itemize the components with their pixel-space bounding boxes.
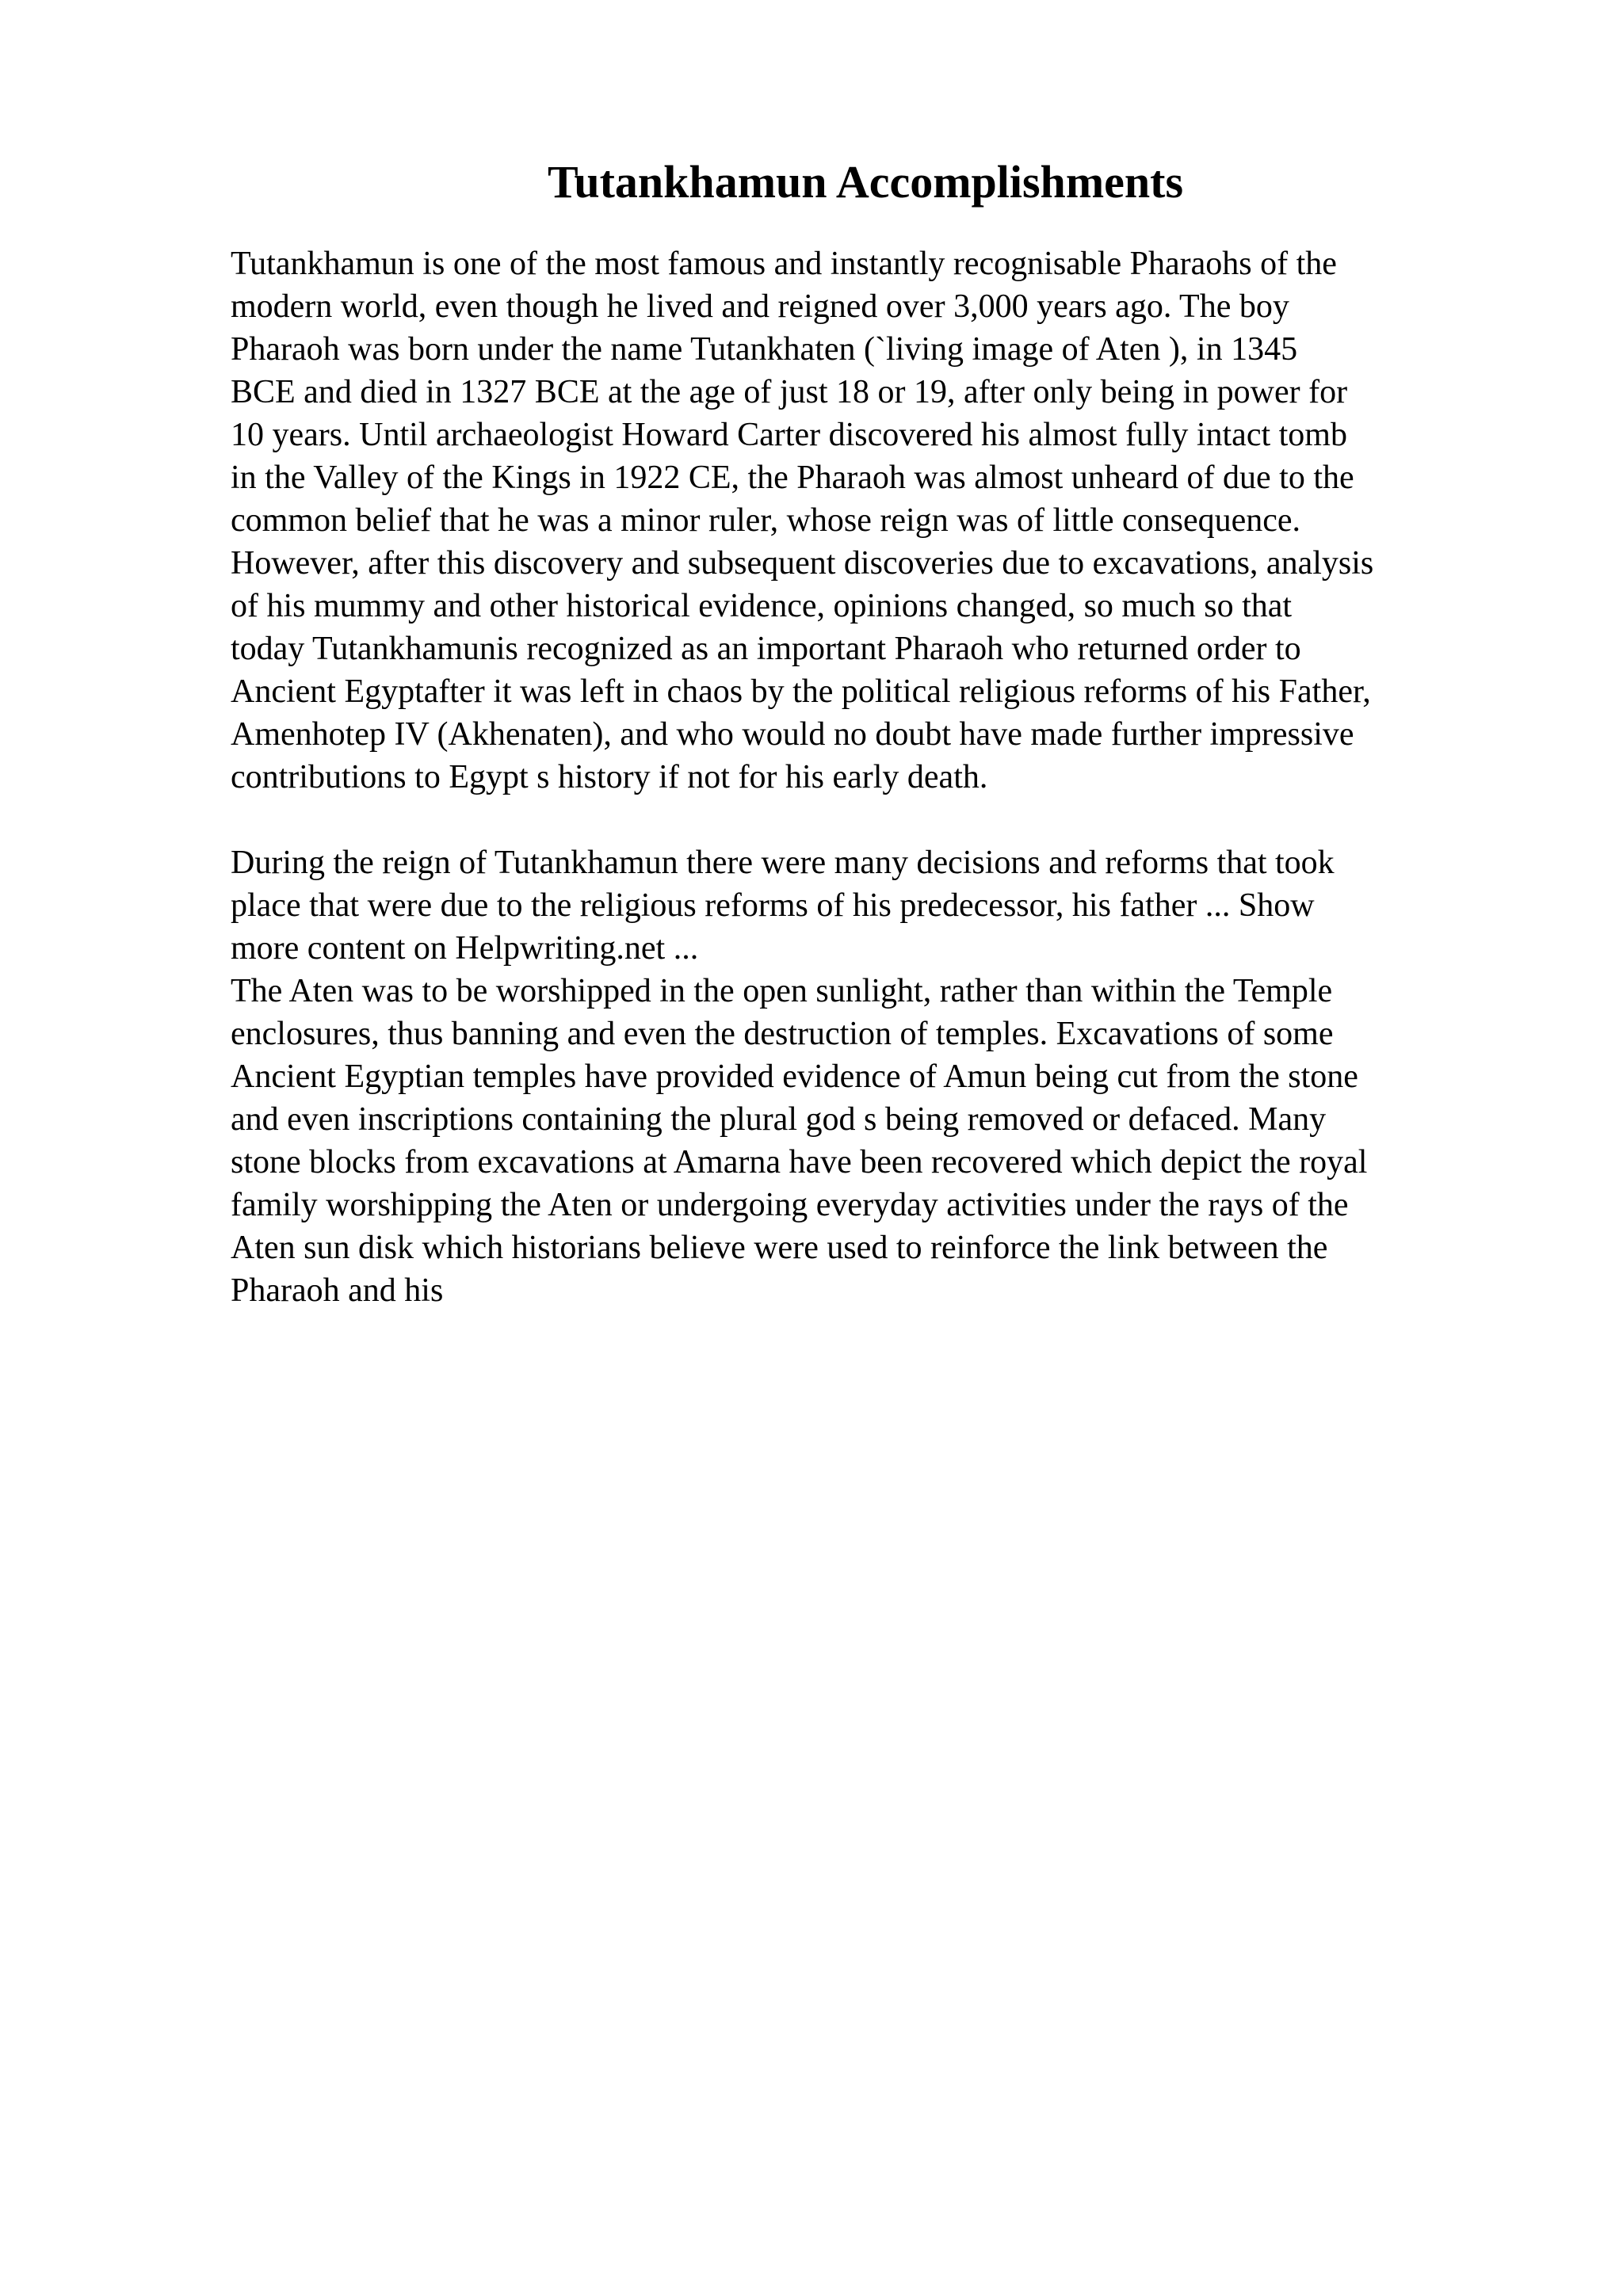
text-line: Pharaoh and his bbox=[231, 1272, 444, 1309]
text-line: modern world, even though he lived and reigned over 3,000 years ago. The boy bbox=[231, 288, 1289, 325]
text-line: common belief that he was a minor ruler, whose reign was of little consequence. bbox=[231, 502, 1301, 539]
text-line: However, after this discovery and subsequent discoveries due to excavations, analysis bbox=[231, 545, 1374, 582]
text-line: and even inscriptions containing the plural god s being removed or defaced. Many bbox=[231, 1101, 1327, 1138]
text-line: Amenhotep IV (Akhenaten), and who would no doubt have made further impressive bbox=[231, 716, 1354, 753]
document-title: Tutankhamun Accomplishments bbox=[547, 156, 1184, 208]
paragraph-reign bbox=[231, 841, 1514, 970]
text-line: more content on Helpwriting.net ... bbox=[231, 930, 699, 967]
text-line: of his mummy and other historical evidence, opinions changed, so much so that bbox=[231, 588, 1293, 624]
text-line: today Tutankhamunis recognized as an important Pharaoh who returned order to bbox=[231, 631, 1301, 667]
text-line: Ancient Egyptian temples have provided evidence of Amun being cut from the stone bbox=[231, 1058, 1358, 1095]
text-line: Ancient Egyptafter it was left in chaos by the political religious reforms of his Father, bbox=[231, 673, 1371, 710]
text-line: The Aten was to be worshipped in the open sunlight, rather than within the Temple bbox=[231, 973, 1333, 1009]
document-body bbox=[231, 242, 1514, 1312]
text-line: stone blocks from excavations at Amarna have been recovered which depict the royal bbox=[231, 1144, 1368, 1180]
text-line: place that were due to the religious reforms of his predecessor, his father ... Show bbox=[231, 887, 1315, 924]
text-line: Pharaoh was born under the name Tutankhaten (`living image of Aten ), in 1345 bbox=[231, 331, 1298, 368]
text-line: Tutankhamun is one of the most famous and instantly recognisable Pharaohs of the bbox=[231, 246, 1337, 282]
paragraph-gap bbox=[231, 799, 1514, 841]
text-line: in the Valley of the Kings in 1922 CE, the Pharaoh was almost unheard of due to the bbox=[231, 460, 1354, 496]
text-line: 10 years. Until archaeologist Howard Carter discovered his almost fully intact tomb bbox=[231, 417, 1347, 453]
paragraph-intro bbox=[231, 242, 1514, 799]
text-line: enclosures, thus banning and even the destruction of temples. Excavations of some bbox=[231, 1016, 1334, 1052]
text-line: During the reign of Tutankhamun there were many decisions and reforms that took bbox=[231, 845, 1335, 881]
text-line: Aten sun disk which historians believe were used to reinforce the link between the bbox=[231, 1230, 1328, 1266]
paragraph-aten bbox=[231, 970, 1514, 1312]
text-line: BCE and died in 1327 BCE at the age of just 18 or 19, after only being in power for bbox=[231, 374, 1348, 410]
text-line: family worshipping the Aten or undergoing everyday activities under the rays of the bbox=[231, 1187, 1349, 1223]
text-line: contributions to Egypt s history if not for his early death. bbox=[231, 759, 988, 795]
